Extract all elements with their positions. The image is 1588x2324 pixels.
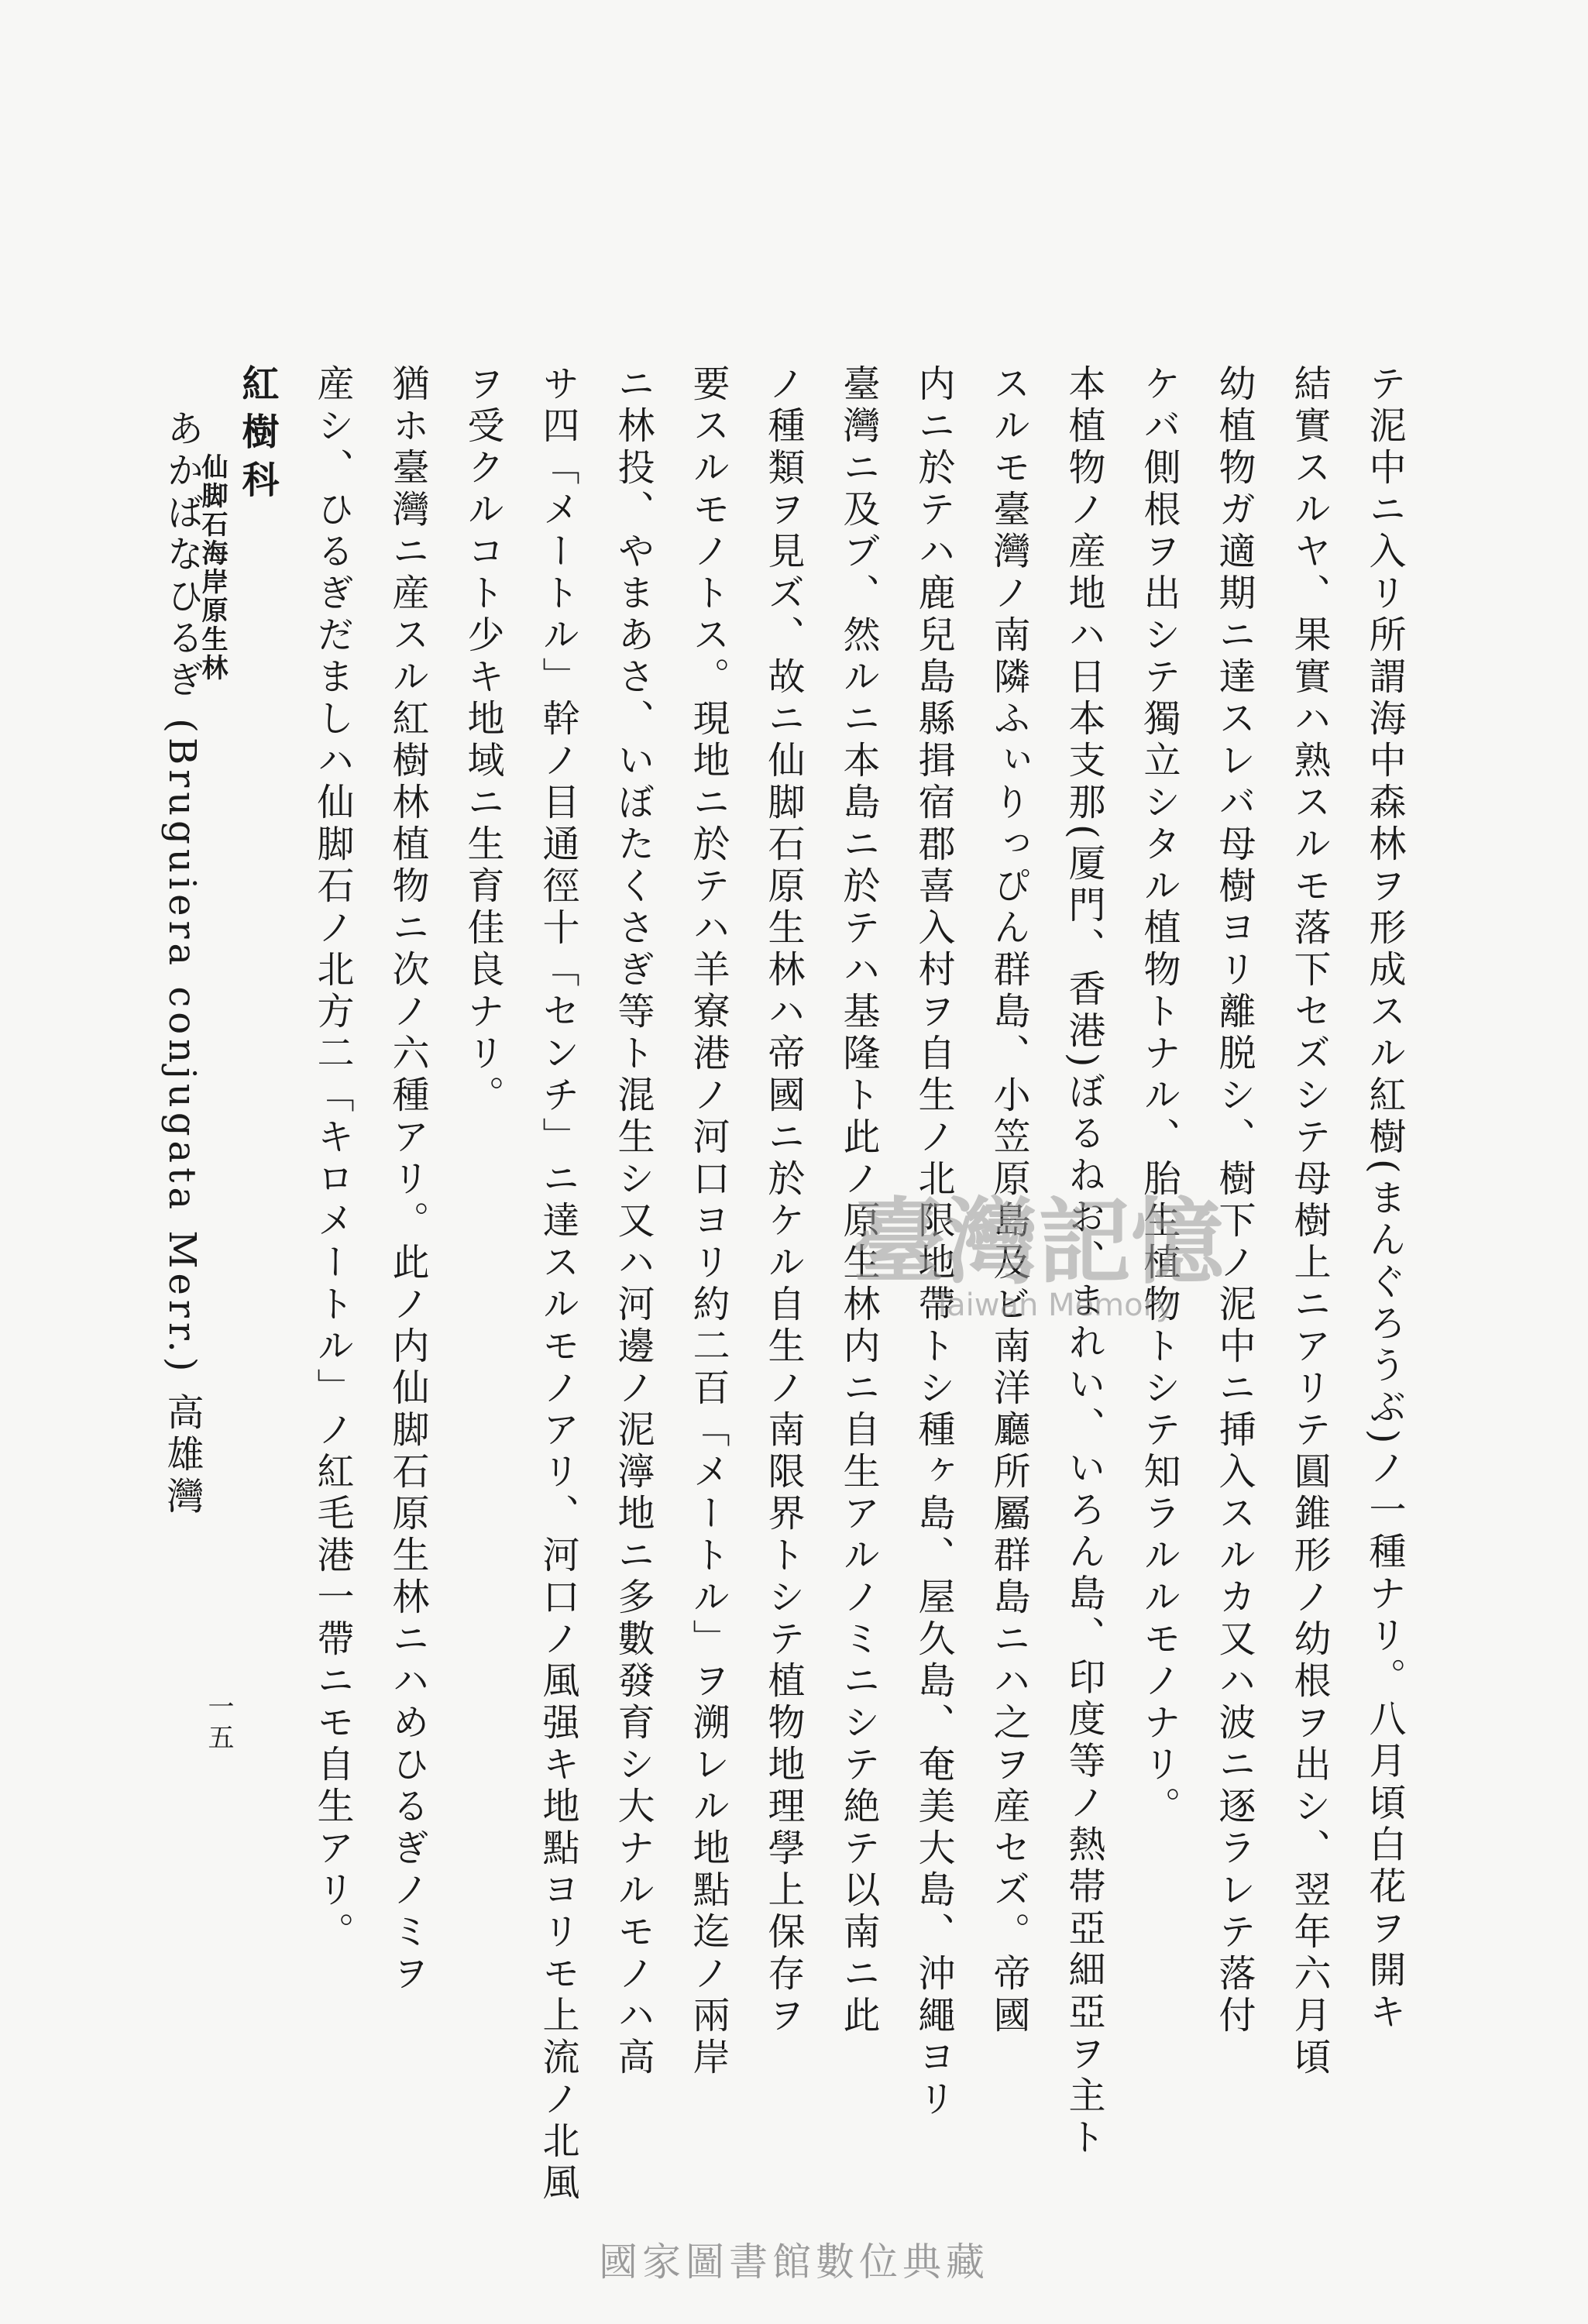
text-line: 産シ、ひるぎだましハ仙脚石ノ北方二「キロメートル」ノ紅毛港一帶ニモ自生アリ。 (311, 364, 354, 1954)
text-line: 内ニ於テハ鹿兒島縣揖宿郡喜入村ヲ自生ノ北限地帶トシ種ヶ島、屋久島、奄美大島、沖繩ヨリ (912, 364, 955, 2121)
running-head: 仙脚石海岸原生林 (197, 453, 228, 682)
watermark-subtitle: Taiwan Memory (933, 1287, 1174, 1323)
text-line: 本植物ノ産地ハ日本支那(厦門、香港)ぼるねお、まれい、いろん島、印度等ノ熱帯亞細亞ヲ主ト (1062, 364, 1105, 2160)
section-heading: 紅樹科 (235, 364, 279, 508)
text-line: 結實スルヤ、果實ハ熟スルモ落下セズシテ母樹上ニアリテ圓錐形ノ幼根ヲ出シ、翌年六月頃 (1287, 364, 1331, 2079)
page-number: 一五 (203, 1693, 234, 1755)
text-line: スルモ臺灣ノ南隣ふぃりっぴん群島、小笠原島及ビ南洋廳所屬群島ニハ之ヲ産セズ。帝國 (987, 364, 1030, 2037)
text-line: 要スルモノトス。現地ニ於テハ羊寮港ノ河口ヨリ約二百「メートル」ヲ溯レル地點迄ノ兩岸 (686, 364, 730, 2079)
text-line: ヲ受クルコト少キ地域ニ生育佳良ナリ。 (461, 364, 504, 1117)
text-line: テ泥中ニ入リ所謂海中森林ヲ形成スル紅樹(まんぐろうぶ)ノ一種ナリ。八月頃白花ヲ開キ (1363, 364, 1406, 2034)
text-line: ケバ側根ヲ出シテ獨立シタル植物トナル、胎生植物トシテ知ラルルモノナリ。 (1137, 364, 1181, 1828)
species-entry: あかばなひるぎ (Bruguiera conjugata Merr.) 高雄灣 (160, 409, 204, 1518)
text-line: ノ種類ヲ見ズ、故ニ仙脚石原生林ハ帝國ニ於ケル自生ノ南限界トシテ植物地理學上保存ヲ (761, 364, 805, 2037)
watermark-text: 臺灣記憶 (852, 1188, 1224, 1297)
watermark-logo (798, 1177, 1278, 1332)
footer-archive-label: 國家圖書館數位典藏 (599, 2240, 989, 2284)
text-line: 臺灣ニ及ブ、然ルニ本島ニ於テハ基隆ト此ノ原生林内ニ自生アルノミニシテ絶テ以南ニ此 (837, 364, 880, 2037)
text-line: 猶ホ臺灣ニ産スル紅樹林植物ニ次ノ六種アリ。此ノ内仙脚石原生林ニハめひるぎノミヲ (386, 364, 429, 1996)
text-line: 幼植物ガ適期ニ達スレバ母樹ヨリ離脱シ、樹下ノ泥中ニ挿入スルカ又ハ波ニ逐ラレテ落付 (1212, 364, 1256, 2037)
body-text (144, 364, 1421, 2205)
text-line: サ四「メートル」幹ノ目通徑十「センチ」ニ達スルモノアリ、河口ノ風强キ地點ヨリモ上流ノ北風 (536, 364, 579, 2205)
text-line: ニ林投、やまあさ、いぼたくさぎ等ト混生シ又ハ河邊ノ泥濘地ニ多數發育シ大ナルモノハ高 (611, 364, 655, 2079)
